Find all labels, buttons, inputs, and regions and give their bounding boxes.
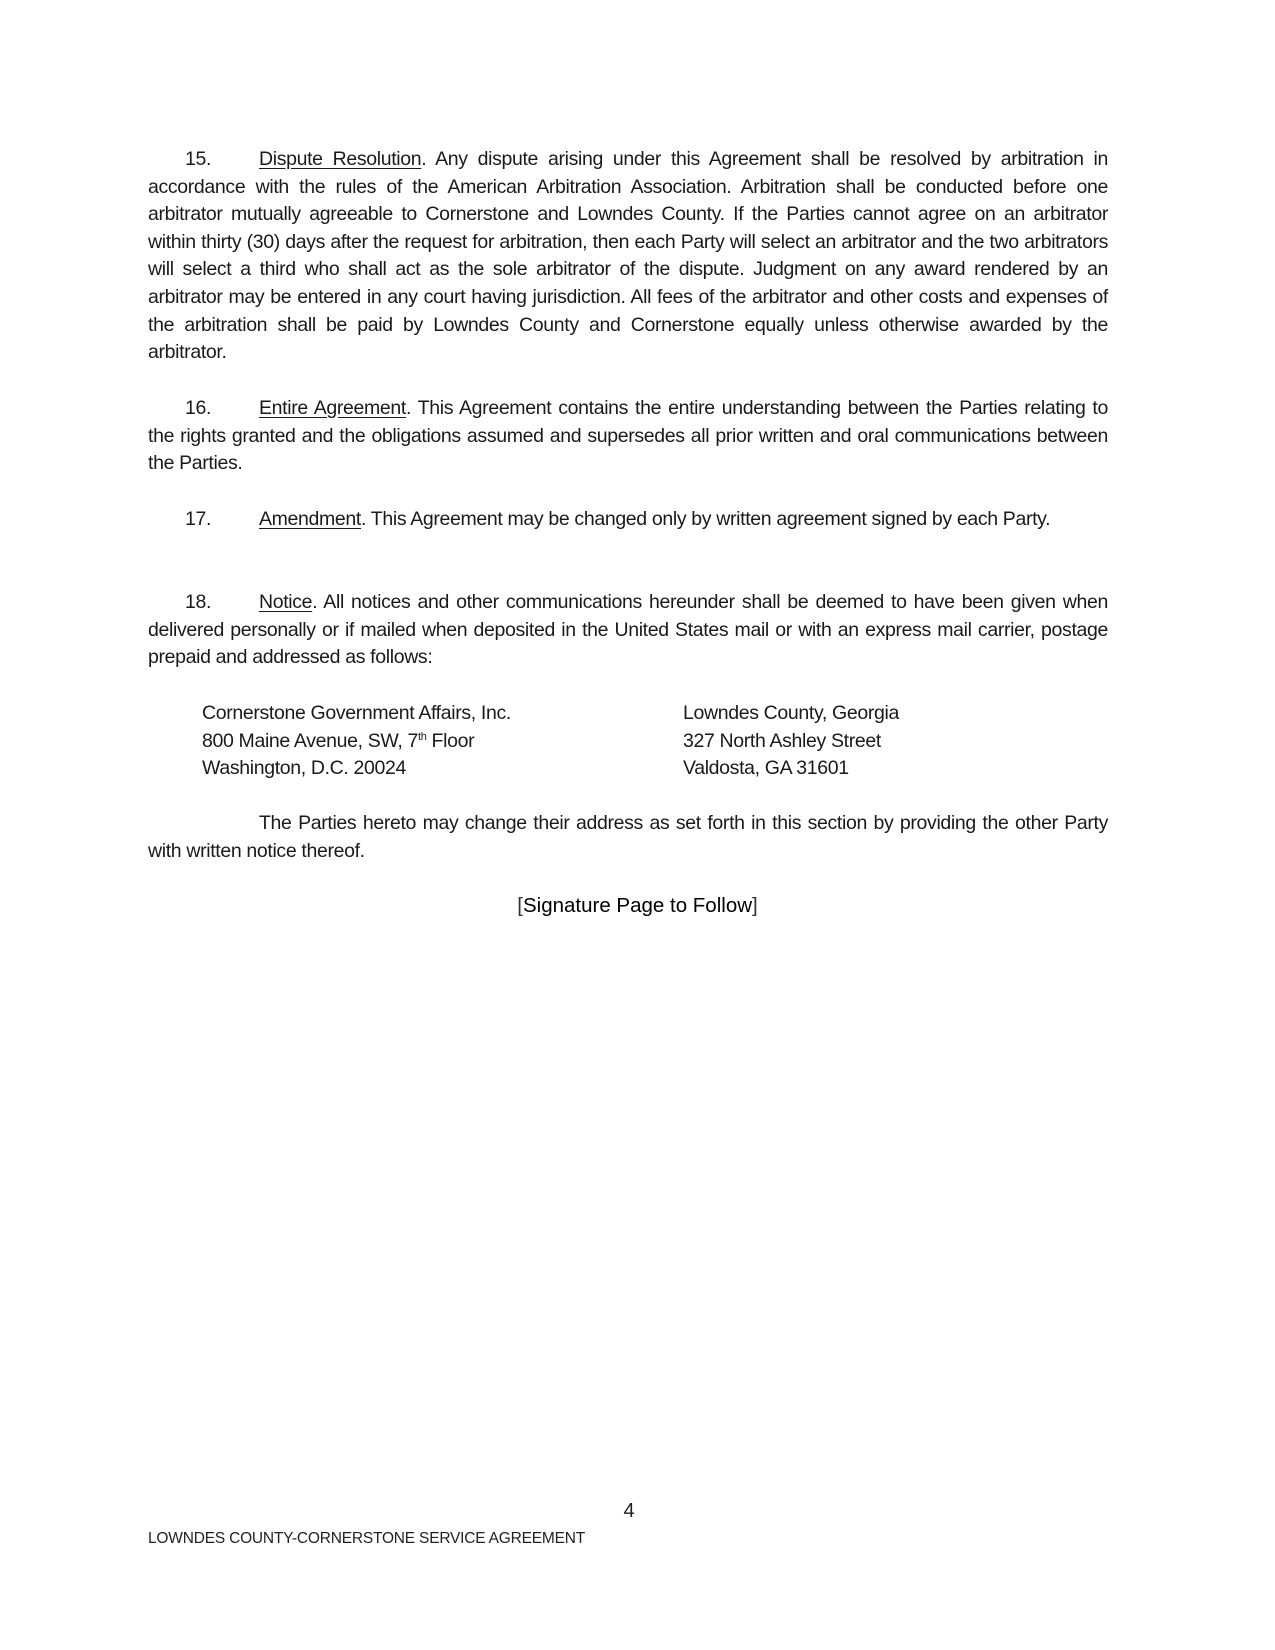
section-number: 16.	[185, 397, 212, 419]
section-18-notice	[148, 589, 1108, 672]
footer-title: LOWNDES COUNTY-CORNERSTONE SERVICE AGREEMENT	[148, 1530, 586, 1547]
address-lowndes-county	[683, 700, 899, 783]
section-heading: Entire Agreement	[259, 397, 406, 419]
section-body: . This Agreement may be changed only by written agreement signed by each Party.	[361, 508, 1051, 530]
section-15-dispute-resolution	[148, 146, 1108, 367]
address-line: Washington, D.C. 20024	[202, 757, 407, 780]
section-body: . Any dispute arising under this Agreement shall be resolved by arbitration in accordance with the rules of the American Arbitration Association. Arbitration shall be conducted before one arbitrator mutually agreeable to Cornerstone and Lowndes County. If the Parties cannot agree on an arbitrator within thirty (30) days after the request for arbitration, then each Party will select an arbitrator and the two arbitrators will select a third who shall act as the sole arbitrator of the dispute. Judgment on any award rendered by an arbitrator may be entered in any court having jurisdiction. All fees of the arbitrator and other costs and expenses of the arbitration shall be paid by Lowndes County and Cornerstone equally unless otherwise awarded by the arbitrator.	[148, 148, 1108, 364]
section-body: . This Agreement contains the entire understanding between the Parties relating to the rights granted and the obligations assumed and supersedes all prior written and oral communications between the Parties.	[148, 397, 1108, 475]
page-number: 4	[623, 1500, 635, 1522]
address-line: 800 Maine Avenue, SW, 7th Floor	[202, 729, 475, 752]
section-number: 18.	[185, 591, 212, 613]
signature-page-note: [Signature Page to Follow]	[517, 894, 758, 917]
address-cornerstone	[202, 700, 511, 783]
address-line: Lowndes County, Georgia	[683, 702, 899, 724]
section-body: . All notices and other communications hereunder shall be deemed to have been given when delivered personally or if mailed when deposited in the United States mail or with an express mail carrier, postage prepaid and addressed as follows:	[148, 591, 1108, 669]
section-heading: Amendment	[259, 508, 361, 530]
section-16-entire-agreement	[148, 395, 1108, 478]
address-line: Cornerstone Government Affairs, Inc.	[202, 702, 511, 724]
section-heading: Notice	[259, 591, 313, 613]
address-change-note: The Parties hereto may change their address as set forth in this section by providing the other Party with written notice thereof.	[148, 812, 1108, 862]
address-line: 327 North Ashley Street	[683, 729, 881, 752]
section-number: 15.	[185, 148, 212, 170]
section-17-amendment	[148, 506, 1108, 534]
section-heading: Dispute Resolution	[259, 148, 422, 170]
section-number: 17.	[185, 508, 212, 530]
address-line: Valdosta, GA 31601	[683, 757, 849, 780]
